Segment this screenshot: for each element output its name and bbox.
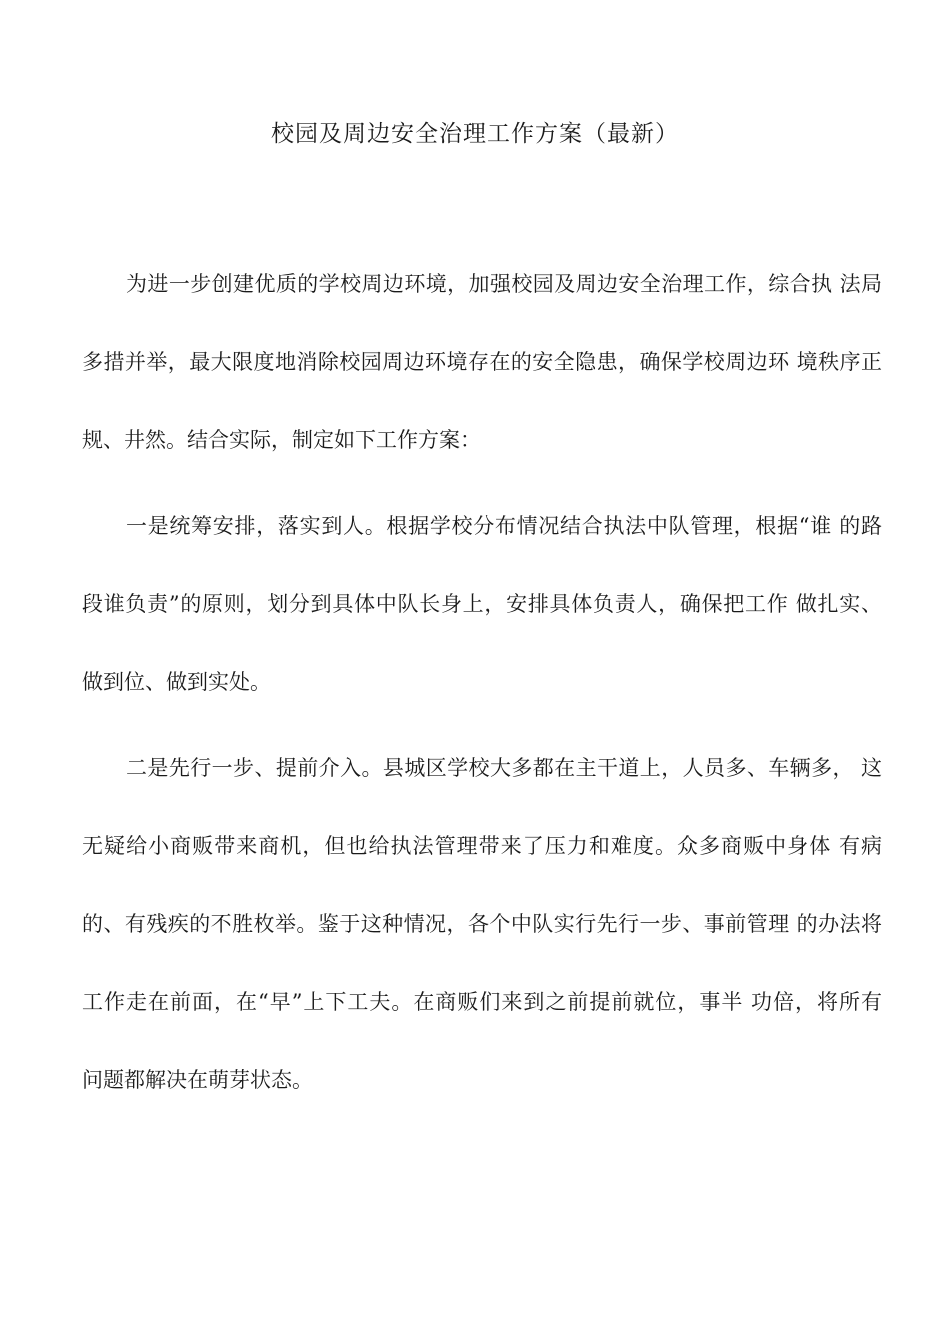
paragraph-3-line-3: 的、有残疾的不胜枚举。鉴于这种情况，各个中队实行先行一步、事前管理 的办法将 (82, 912, 882, 936)
paragraph-3-line-4: 工作走在前面，在“早”上下工夫。在商贩们来到之前提前就位，事半 功倍，将所有 (82, 990, 882, 1014)
paragraph-2-line-3: 做到位、做到实处。 (82, 670, 271, 694)
paragraph-2-line-2: 段谁负责”的原则，划分到具体中队长身上，安排具体负责人，确保把工作 做扎实、 (82, 592, 882, 616)
paragraph-2-line-1: 一是统筹安排，落实到人。根据学校分布情况结合执法中队管理，根据“谁 的路 (126, 514, 882, 538)
paragraph-3-line-2: 无疑给小商贩带来商机，但也给执法管理带来了压力和难度。众多商贩中身体 有病 (82, 834, 882, 858)
document-title: 校园及周边安全治理工作方案（最新） (271, 121, 679, 147)
paragraph-3-line-1: 二是先行一步、提前介入。县城区学校大多都在主干道上，人员多、车辆多， 这 (126, 756, 882, 780)
paragraph-3-line-5: 问题都解决在萌芽状态。 (82, 1068, 313, 1092)
paragraph-1-line-2: 多措并举，最大限度地消除校园周边环境存在的安全隐患，确保学校周边环 境秩序正 (82, 350, 882, 374)
paragraph-1-line-3: 规、井然。结合实际，制定如下工作方案： (82, 428, 481, 452)
paragraph-1-line-1: 为进一步创建优质的学校周边环境，加强校园及周边安全治理工作，综合执 法局 (126, 272, 882, 296)
